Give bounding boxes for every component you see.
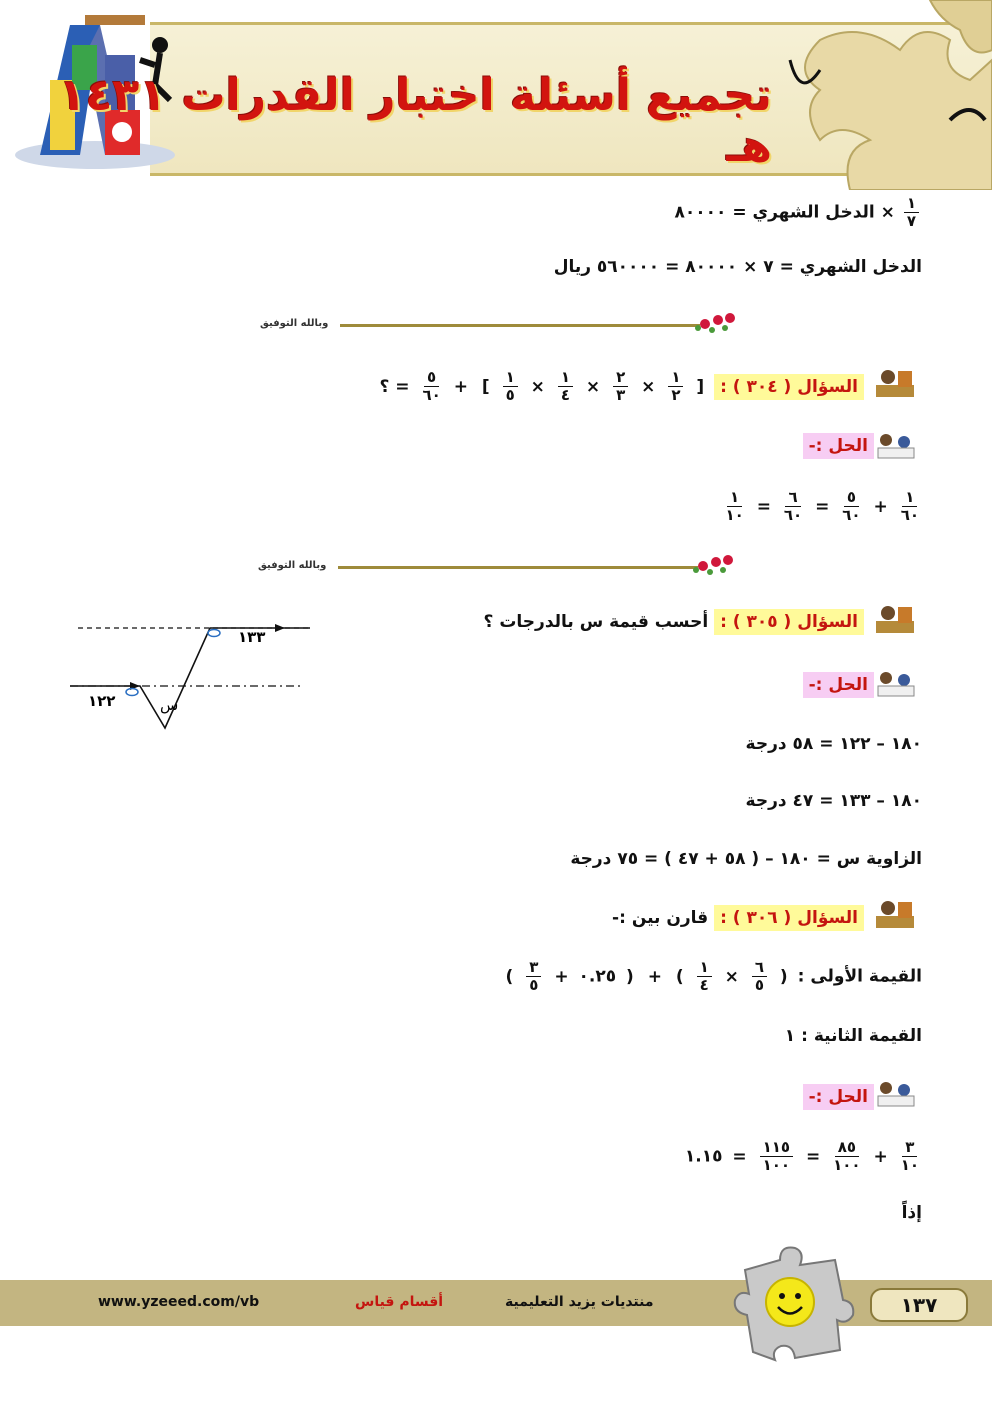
denominator: ١٠٠ bbox=[833, 1156, 861, 1174]
numerator: ١ bbox=[904, 196, 919, 213]
plus-sign: + bbox=[873, 1146, 888, 1167]
numerator: ٥ bbox=[844, 490, 859, 507]
plus-sign: + bbox=[647, 966, 662, 987]
solution-label: الحل :- bbox=[803, 1084, 874, 1110]
numerator: ٣ bbox=[902, 1140, 917, 1157]
value-one-prefix: القيمة الأولى : bbox=[797, 966, 922, 987]
unknown-angle-label: س bbox=[160, 696, 179, 714]
numerator: ٢ bbox=[613, 370, 628, 387]
question-label: السؤال ( ٣٠٦ ) : bbox=[714, 905, 864, 931]
fraction bbox=[697, 960, 712, 993]
angle-diagram bbox=[60, 612, 320, 737]
solution-label: الحل :- bbox=[803, 433, 874, 459]
numerator: ١ bbox=[558, 370, 573, 387]
question-label: السؤال ( ٣٠٥ ) : bbox=[714, 609, 864, 635]
question-305 bbox=[484, 612, 864, 632]
expression-tail: = ؟ bbox=[379, 376, 410, 397]
solution-icon bbox=[874, 430, 918, 464]
solution-step: ١٨٠ – ١٣٣ = ٤٧ درجة bbox=[745, 791, 922, 811]
smiley-puzzle-icon bbox=[725, 1240, 855, 1365]
question-label: السؤال ( ٣٠٤ ) : bbox=[714, 374, 864, 400]
fraction bbox=[901, 1140, 919, 1173]
numerator: ١ bbox=[668, 370, 683, 387]
numerator: ٥ bbox=[424, 370, 439, 387]
denominator: ٤ bbox=[699, 976, 709, 994]
solution-305 bbox=[803, 675, 874, 695]
question-text: قارن بين :- bbox=[612, 908, 709, 928]
income-line-1-text: × الدخل الشهري = ٨٠٠٠٠ bbox=[674, 202, 895, 223]
question-306 bbox=[612, 908, 864, 928]
equals-sign: = bbox=[756, 496, 771, 517]
numerator: ١١٥ bbox=[760, 1140, 793, 1157]
angle-label-bottom: ١٢٢ bbox=[88, 692, 116, 710]
answer-304 bbox=[722, 490, 922, 523]
question-304 bbox=[376, 370, 865, 403]
denominator: ٢ bbox=[671, 386, 681, 404]
fraction bbox=[842, 490, 860, 523]
equals-sign: = bbox=[805, 1146, 821, 1167]
solution-step: الزاوية س = ١٨٠ – ( ٥٨ + ٤٧ ) = ٧٥ درجة bbox=[570, 849, 922, 869]
denominator: ٥ bbox=[505, 386, 515, 404]
denominator: ٦٠ bbox=[842, 506, 861, 524]
denominator: ١٠ bbox=[900, 1156, 919, 1174]
denominator: ٥ bbox=[529, 976, 539, 994]
fraction bbox=[503, 370, 518, 403]
denominator: ٦٠ bbox=[422, 386, 441, 404]
numerator: ٨٥ bbox=[835, 1140, 859, 1157]
numerator: ٦ bbox=[752, 960, 767, 977]
forum-name: منتديات يزيد التعليمية bbox=[505, 1294, 654, 1310]
value-one bbox=[502, 960, 922, 993]
arrow-top-icon bbox=[275, 624, 285, 632]
numerator: ٣ bbox=[526, 960, 541, 977]
divider-text: وبالله التوفيق bbox=[260, 318, 329, 329]
fraction bbox=[784, 490, 802, 523]
times-sign: × bbox=[724, 966, 739, 987]
solution-icon bbox=[874, 1078, 918, 1112]
fraction bbox=[526, 960, 541, 993]
times-sign: × bbox=[585, 376, 601, 397]
paren-open: ( bbox=[626, 966, 634, 987]
income-line-1 bbox=[675, 196, 922, 229]
paren-open: ( bbox=[779, 966, 788, 987]
numerator: ١ bbox=[697, 960, 712, 977]
solution-306 bbox=[803, 1087, 874, 1107]
fraction bbox=[725, 490, 743, 523]
page-number: ١٣٧ bbox=[870, 1288, 968, 1322]
student-icon bbox=[874, 603, 916, 639]
numerator: ٦ bbox=[785, 490, 800, 507]
denominator: ٦٠ bbox=[783, 506, 803, 524]
numerator: ١ bbox=[503, 370, 518, 387]
fraction bbox=[901, 490, 919, 523]
equals-sign: = bbox=[815, 496, 830, 517]
page-title: تجميع أسئلة اختبار القدرات ١٤٣١ هـ bbox=[58, 70, 772, 172]
decimal-value: ٠.٢٥ bbox=[578, 966, 617, 987]
roses-icon bbox=[690, 310, 740, 338]
student-icon bbox=[874, 367, 916, 403]
section-divider bbox=[258, 552, 738, 582]
solution-label: الحل :- bbox=[803, 672, 874, 698]
numerator: ١ bbox=[902, 490, 917, 507]
conclusion-word: إذاً bbox=[901, 1203, 922, 1223]
page-header bbox=[0, 0, 992, 190]
student-icon bbox=[874, 898, 916, 934]
angle-mark-top bbox=[208, 630, 220, 637]
fraction bbox=[760, 1140, 793, 1173]
denominator: ١٠٠ bbox=[762, 1156, 791, 1174]
income-line-2: الدخل الشهري = ٧ × ٨٠٠٠٠ = ٥٦٠٠٠٠ ريال bbox=[553, 257, 922, 277]
equals-sign: = bbox=[732, 1146, 747, 1167]
fraction bbox=[613, 370, 628, 403]
fraction bbox=[422, 370, 440, 403]
divider-line bbox=[340, 324, 700, 327]
angle-mark-bottom bbox=[126, 689, 138, 696]
plus-sign: + bbox=[453, 376, 468, 397]
bracket-close: ] bbox=[481, 376, 490, 397]
times-sign: × bbox=[530, 376, 545, 397]
section-divider bbox=[260, 310, 740, 340]
paren-close: ) bbox=[675, 966, 684, 987]
paren-close: ) bbox=[505, 966, 514, 987]
fraction bbox=[904, 196, 919, 229]
denominator: ٥ bbox=[754, 976, 764, 994]
bracket-open: [ bbox=[696, 376, 705, 397]
result-value: ١.١٥ bbox=[684, 1146, 723, 1167]
fraction bbox=[558, 370, 573, 403]
denominator: ٦٠ bbox=[900, 506, 919, 524]
denominator: ٧ bbox=[906, 212, 916, 230]
solution-icon bbox=[874, 668, 918, 702]
denominator: ١٠ bbox=[725, 506, 744, 524]
plus-sign: + bbox=[873, 496, 888, 517]
divider-text: وبالله التوفيق bbox=[258, 560, 327, 571]
value-two: القيمة الثانية : ١ bbox=[784, 1026, 922, 1046]
times-sign: × bbox=[641, 376, 656, 397]
denominator: ٤ bbox=[560, 386, 570, 404]
angle-label-top: ١٣٣ bbox=[238, 628, 266, 646]
solution-304 bbox=[803, 436, 874, 456]
site-url[interactable]: www.yzeeed.com/vb bbox=[98, 1294, 260, 1310]
fraction bbox=[668, 370, 683, 403]
fraction bbox=[833, 1140, 860, 1173]
puzzle-decoration bbox=[780, 0, 992, 190]
solution-step: ١٨٠ – ١٢٢ = ٥٨ درجة bbox=[745, 734, 922, 754]
divider-line bbox=[338, 566, 698, 569]
answer-306 bbox=[685, 1140, 922, 1173]
numerator: ١ bbox=[727, 490, 742, 507]
plus-sign: + bbox=[554, 966, 569, 987]
denominator: ٣ bbox=[616, 386, 626, 404]
section-name: أقسام قياس bbox=[355, 1294, 444, 1310]
roses-icon bbox=[688, 552, 738, 580]
question-text: أحسب قيمة س بالدرجات ؟ bbox=[483, 612, 709, 632]
zigzag-path bbox=[70, 628, 310, 728]
fraction bbox=[752, 960, 767, 993]
